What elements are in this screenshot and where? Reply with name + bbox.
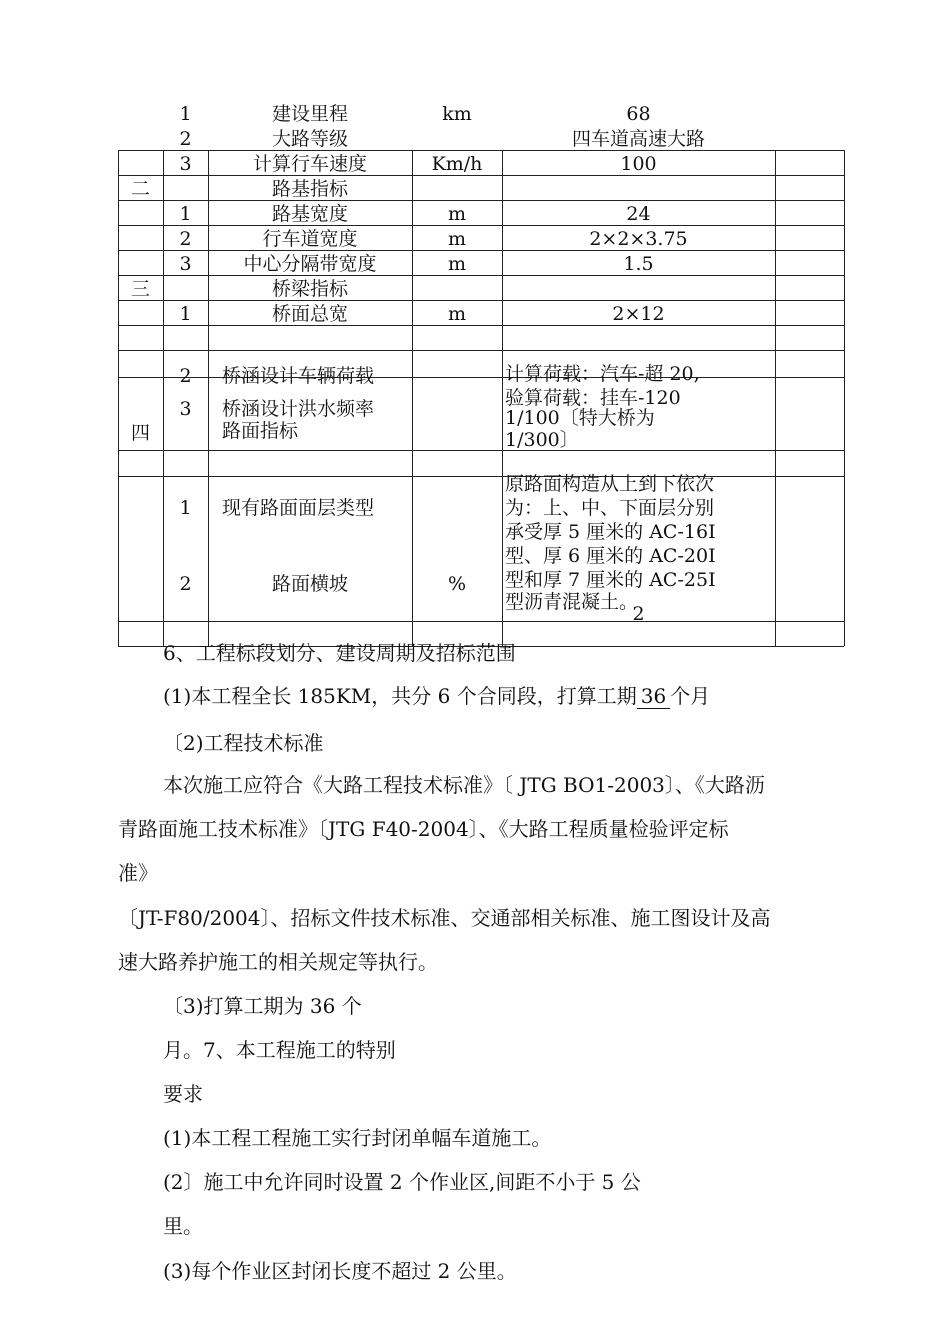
- row-number: 2: [179, 365, 192, 387]
- value: 100: [620, 153, 657, 175]
- unit: km: [442, 103, 472, 125]
- value-line: 型、厚 6 厘米的 AC-20I: [505, 545, 716, 567]
- unit: m: [447, 303, 467, 325]
- section-number: 二: [130, 178, 150, 200]
- value: 2×2×3.75: [589, 228, 688, 250]
- value: 68: [626, 103, 651, 125]
- paragraph-line: 里。: [163, 1214, 203, 1238]
- paragraph-line: 青路面施工技术标准》〔JTG F40-2004〕、《大路工程质量检验评定标: [118, 817, 729, 841]
- paragraph-line: (2〕施工中允许同时设置 2 个作业区,间距不小于 5 公: [163, 1170, 641, 1194]
- value-line: 1/100〔特大桥为: [505, 407, 655, 429]
- row-number: 1: [179, 103, 192, 125]
- unit: m: [447, 203, 467, 225]
- paragraph: [163, 683, 710, 709]
- indicator-name: 桥面总宽: [271, 303, 348, 325]
- paragraph: 〔2)工程技术标准: [163, 731, 324, 755]
- indicator-name: 现有路面面层类型: [222, 497, 375, 519]
- value-line: 计算荷载：汽车-超 20,: [505, 363, 700, 385]
- paragraph-text: 个月: [670, 684, 711, 708]
- value: 24: [626, 203, 651, 225]
- value: 2: [632, 603, 645, 625]
- value: 四车道高速大路: [571, 128, 705, 150]
- indicator-name: 中心分隔带宽度: [243, 253, 377, 275]
- indicator-name: 桥涵设计洪水频率: [222, 398, 375, 420]
- row-number: 2: [179, 228, 192, 250]
- paragraph-line: 月。7、本工程施工的特别: [163, 1038, 396, 1062]
- value-line: 1/300〕: [505, 429, 579, 451]
- paragraph-line: 准》: [118, 861, 158, 885]
- section-number: 三: [130, 278, 150, 300]
- table-line: [844, 150, 845, 646]
- paragraph-line: 速大路养护施工的相关规定等执行。: [118, 950, 438, 974]
- value-line: 原路面构造从上到下依次: [505, 473, 715, 495]
- indicator-name: 大路等级: [271, 128, 348, 150]
- unit: m: [447, 253, 467, 275]
- value-line: 验算荷载：挂车-120: [505, 387, 681, 409]
- value-line: 型和厚 7 厘米的 AC-25I: [505, 569, 716, 591]
- unit: m: [447, 228, 467, 250]
- row-number: 1: [179, 303, 192, 325]
- row-number: 3: [179, 398, 192, 420]
- table-line: [118, 350, 844, 351]
- row-number: 1: [179, 203, 192, 225]
- table-line: [118, 150, 119, 646]
- section-title: 路基指标: [271, 178, 348, 200]
- unit: %: [447, 573, 467, 595]
- value-line: 型沥青混凝土。: [505, 591, 639, 613]
- table-line: [118, 476, 844, 477]
- section-title: 路面指标: [222, 420, 299, 442]
- indicator-name: 路基宽度: [271, 203, 348, 225]
- row-number: 1: [179, 497, 192, 519]
- paragraph: (3)每个作业区封闭长度不超过 2 公里。: [163, 1259, 517, 1283]
- indicator-name: 行车道宽度: [262, 228, 358, 250]
- paragraph-text: (1)本工程全长 185KM，共分 6 个合同段，打算工期: [163, 684, 637, 708]
- unit: Km/h: [431, 153, 483, 175]
- value: 2×12: [612, 303, 665, 325]
- indicator-name: 桥涵设计车辆荷载: [222, 365, 375, 387]
- section-heading: 6、工程标段划分、建设周期及招标范围: [163, 641, 516, 665]
- table-line: [118, 450, 844, 451]
- table-line: [775, 150, 776, 646]
- paragraph-line: 〔3)打算工期为 36 个: [163, 994, 362, 1018]
- indicator-name: 计算行车速度: [252, 153, 367, 175]
- row-number: 2: [179, 573, 192, 595]
- row-number: 3: [179, 253, 192, 275]
- indicator-name: 建设里程: [271, 103, 348, 125]
- row-number: 2: [179, 128, 192, 150]
- section-title: 桥梁指标: [271, 278, 348, 300]
- paragraph-line: 〔JT-F80/2004〕、招标文件技术标准、交通部相关标准、施工图设计及高: [118, 906, 771, 930]
- paragraph: (1)本工程工程施工实行封闭单幅车道施工。: [163, 1126, 552, 1150]
- value: 1.5: [623, 253, 654, 275]
- value-line: 承受厚 5 厘米的 AC-16I: [505, 521, 716, 543]
- indicator-name: 路面横坡: [271, 573, 348, 595]
- underlined-value: 36: [637, 684, 670, 709]
- row-number: 3: [179, 153, 192, 175]
- paragraph-line: 本次施工应符合《大路工程技术标准》〔 JTG BO1-2003〕、《大路沥: [163, 773, 765, 797]
- section-number: 四: [130, 422, 150, 444]
- paragraph-line: 要求: [163, 1082, 203, 1106]
- value-line: 为：上、中、下面层分别: [505, 497, 715, 519]
